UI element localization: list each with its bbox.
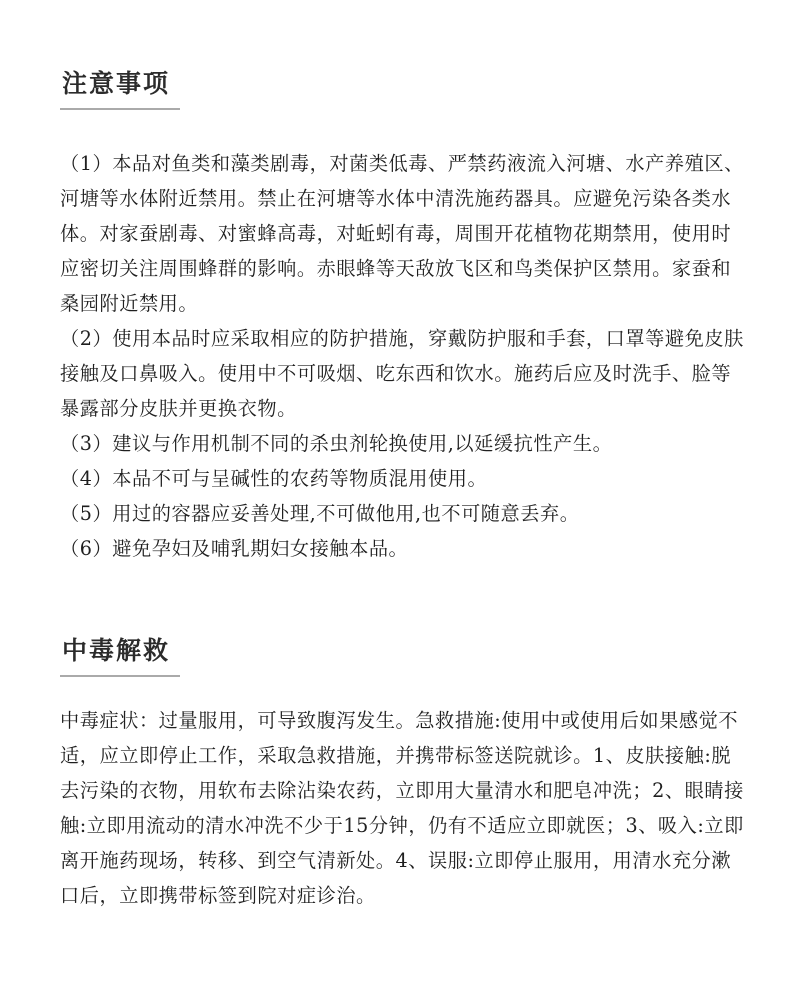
poisoning-section — [60, 633, 750, 913]
precaution-item-3: （3）建议与作用机制不同的杀虫剂轮换使用,以延缓抗性产生。 — [60, 432, 613, 455]
precaution-item-2: （2）使用本品时应采取相应的防护措施，穿戴防护服和手套，口罩等避免皮肤接触及口鼻吸入。使用中不可吸烟、吃东西和饮水。施药后应及时洗手、脸等暴露部分皮肤并更换衣物。 — [60, 327, 744, 420]
poisoning-heading: 中毒解救 — [62, 636, 171, 665]
precautions-heading-wrap — [60, 66, 180, 110]
poisoning-body — [60, 703, 750, 913]
poisoning-heading-wrap — [60, 633, 180, 677]
precautions-heading: 注意事项 — [62, 69, 171, 98]
precaution-item-4: （4）本品不可与呈碱性的农药等物质混用使用。 — [60, 467, 488, 490]
poisoning-heading-underline — [60, 675, 180, 677]
precaution-item-1: （1）本品对鱼类和藻类剧毒，对菌类低毒、严禁药液流入河塘、水产养殖区、河塘等水体附近禁用。禁止在河塘等水体中清洗施药器具。应避免污染各类水体。对家蚕剧毒、对蜜蜂高毒，对蚯蚓有毒，周围开花植物花期禁用，使用时应密切关注周围蜂群的影响。赤眼蜂等天敌放飞区和鸟类保护区禁用。家蚕和桑园附近禁用。 — [60, 152, 744, 315]
precautions-body — [60, 146, 750, 566]
poisoning-text: 中毒症状：过量服用，可导致腹泻发生。急救措施:使用中或使用后如果感觉不适，应立即停止工作，采取急救措施，并携带标签送院就诊。1、皮肤接触:脱去污染的衣物，用软布去除沾染农药，立即用大量清水和肥皂冲洗；2、眼睛接触:立即用流动的清水冲洗不少于15分钟，仍有不适应立即就医；3、吸入:立即离开施药现场，转移、到空气清新处。4、误服:立即停止服用，用清水充分漱口后，立即携带标签到院对症诊治。 — [60, 709, 744, 907]
precautions-heading-underline — [60, 108, 180, 110]
precautions-section — [60, 66, 750, 566]
precaution-item-6: （6）避免孕妇及哺乳期妇女接触本品。 — [60, 537, 409, 560]
precaution-item-5: （5）用过的容器应妥善处理,不可做他用,也不可随意丢弃。 — [60, 502, 580, 525]
